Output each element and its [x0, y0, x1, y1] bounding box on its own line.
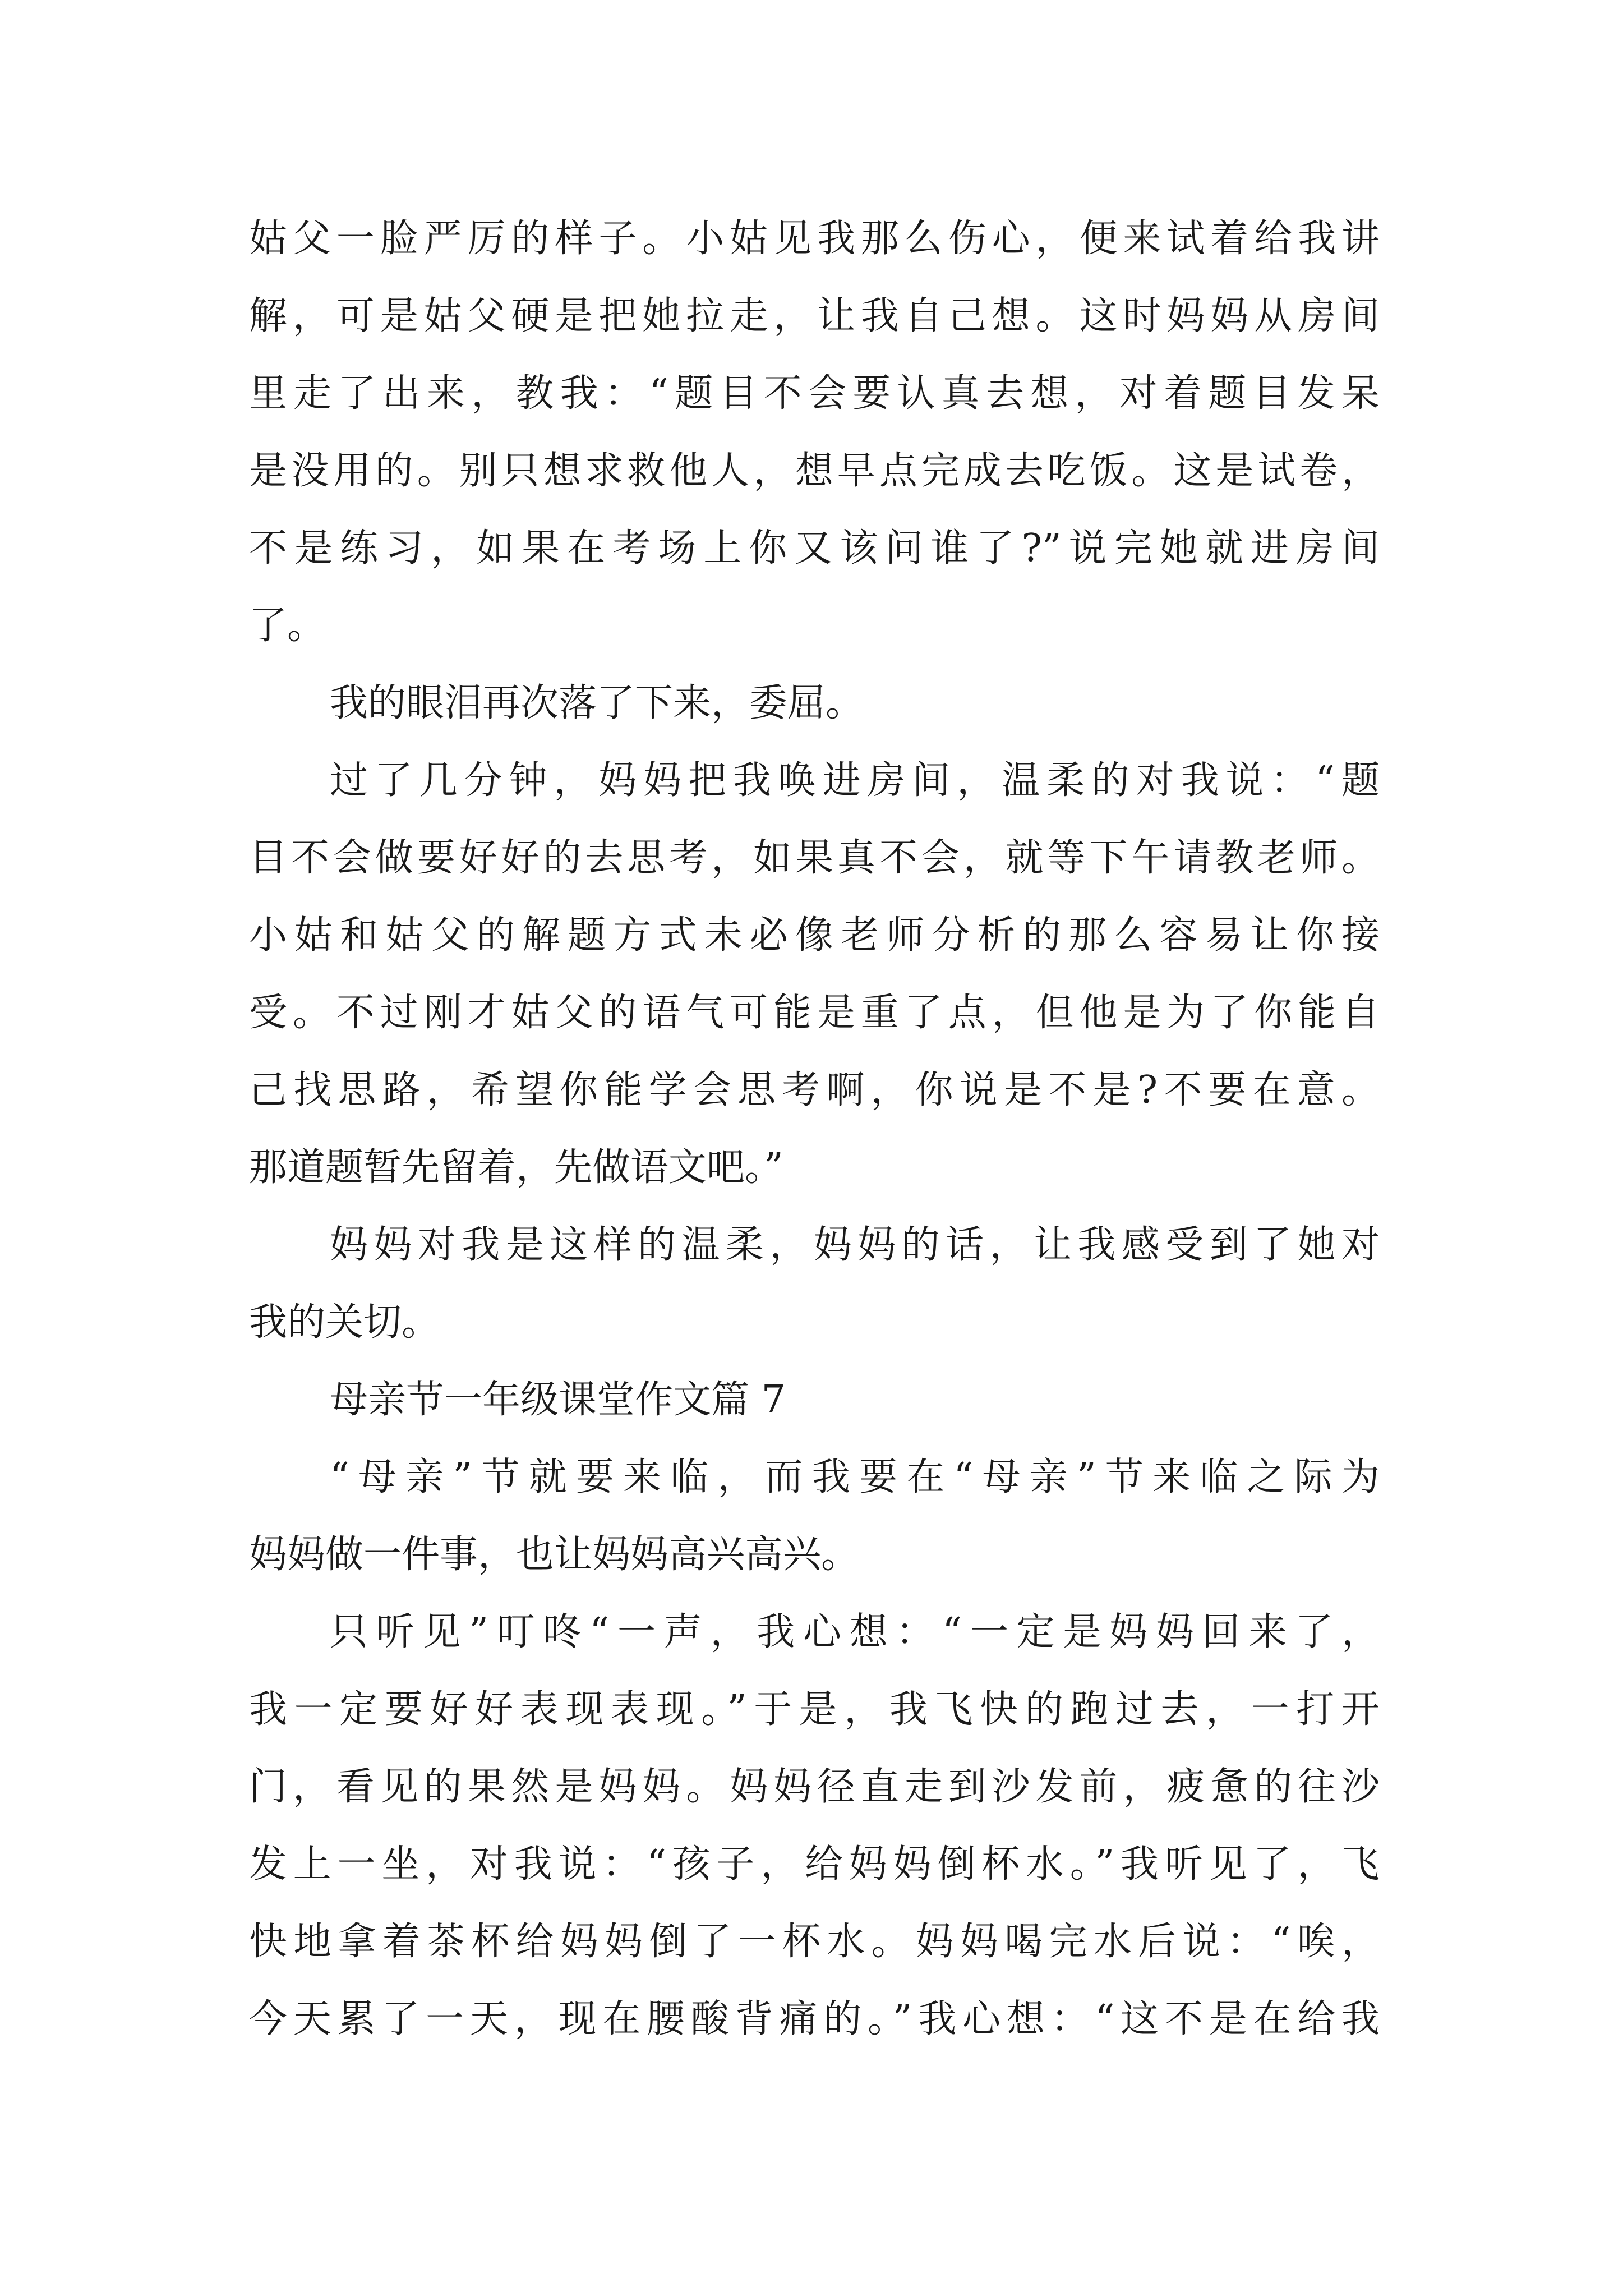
text-line: 是没用的。别只想求救他人，想早点完成去吃饭。这是试卷， [249, 449, 1380, 493]
text-line: 里走了出来，教我：“题目不会要认真去想，对着题目发呆 [249, 371, 1380, 416]
text-line: 受。不过刚才姑父的语气可能是重了点，但他是为了你能自 [249, 991, 1380, 1035]
text-line: 那道题暂先留着，先做语文吧。” [249, 1145, 783, 1190]
text-line: 解，可是姑父硬是把她拉走，让我自己想。这时妈妈从房间 [249, 294, 1380, 338]
paragraph-start: “母亲”节就要来临，而我要在“母亲”节来临之际为 [330, 1455, 1380, 1499]
text-line: 不是练习，如果在考场上你又该问谁了?”说完她就进房间 [249, 526, 1380, 570]
paragraph-start: 妈妈对我是这样的温柔，妈妈的话，让我感受到了她对 [330, 1223, 1380, 1267]
paragraph-start: 过了几分钟，妈妈把我唤进房间，温柔的对我说：“题 [330, 758, 1380, 803]
text-line: 快地拿着茶杯给妈妈倒了一杯水。妈妈喝完水后说：“唉， [249, 1920, 1380, 1964]
paragraph-start: 只听见”叮咚“一声，我心想：“一定是妈妈回来了， [330, 1610, 1380, 1654]
text-line: 目不会做要好好的去思考，如果真不会，就等下午请教老师。 [249, 836, 1380, 880]
text-line: 小姑和姑父的解题方式未必像老师分析的那么容易让你接 [249, 913, 1380, 958]
text-line: 发上一坐，对我说：“孩子，给妈妈倒杯水。”我听见了，飞 [249, 1842, 1380, 1887]
text-line: 我的关切。 [249, 1300, 440, 1345]
text-line: 姑父一脸严厉的样子。小姑见我那么伤心，便来试着给我讲 [249, 217, 1380, 261]
text-line: 今天累了一天，现在腰酸背痛的。”我心想：“这不是在给我 [249, 1997, 1380, 2041]
section-heading: 母亲节一年级课堂作文篇 7 [330, 1378, 786, 1422]
text-line: 了。 [249, 604, 326, 648]
text-line: 我一定要好好表现表现。”于是，我飞快的跑过去，一打开 [249, 1687, 1380, 1732]
text-line: 妈妈做一件事，也让妈妈高兴高兴。 [249, 1533, 860, 1577]
text-line: 己找思路，希望你能学会思考啊，你说是不是?不要在意。 [249, 1068, 1380, 1112]
paragraph-start: 我的眼泪再次落了下来，委屈。 [330, 681, 864, 725]
text-line: 门，看见的果然是妈妈。妈妈径直走到沙发前，疲惫的往沙 [249, 1765, 1380, 1809]
